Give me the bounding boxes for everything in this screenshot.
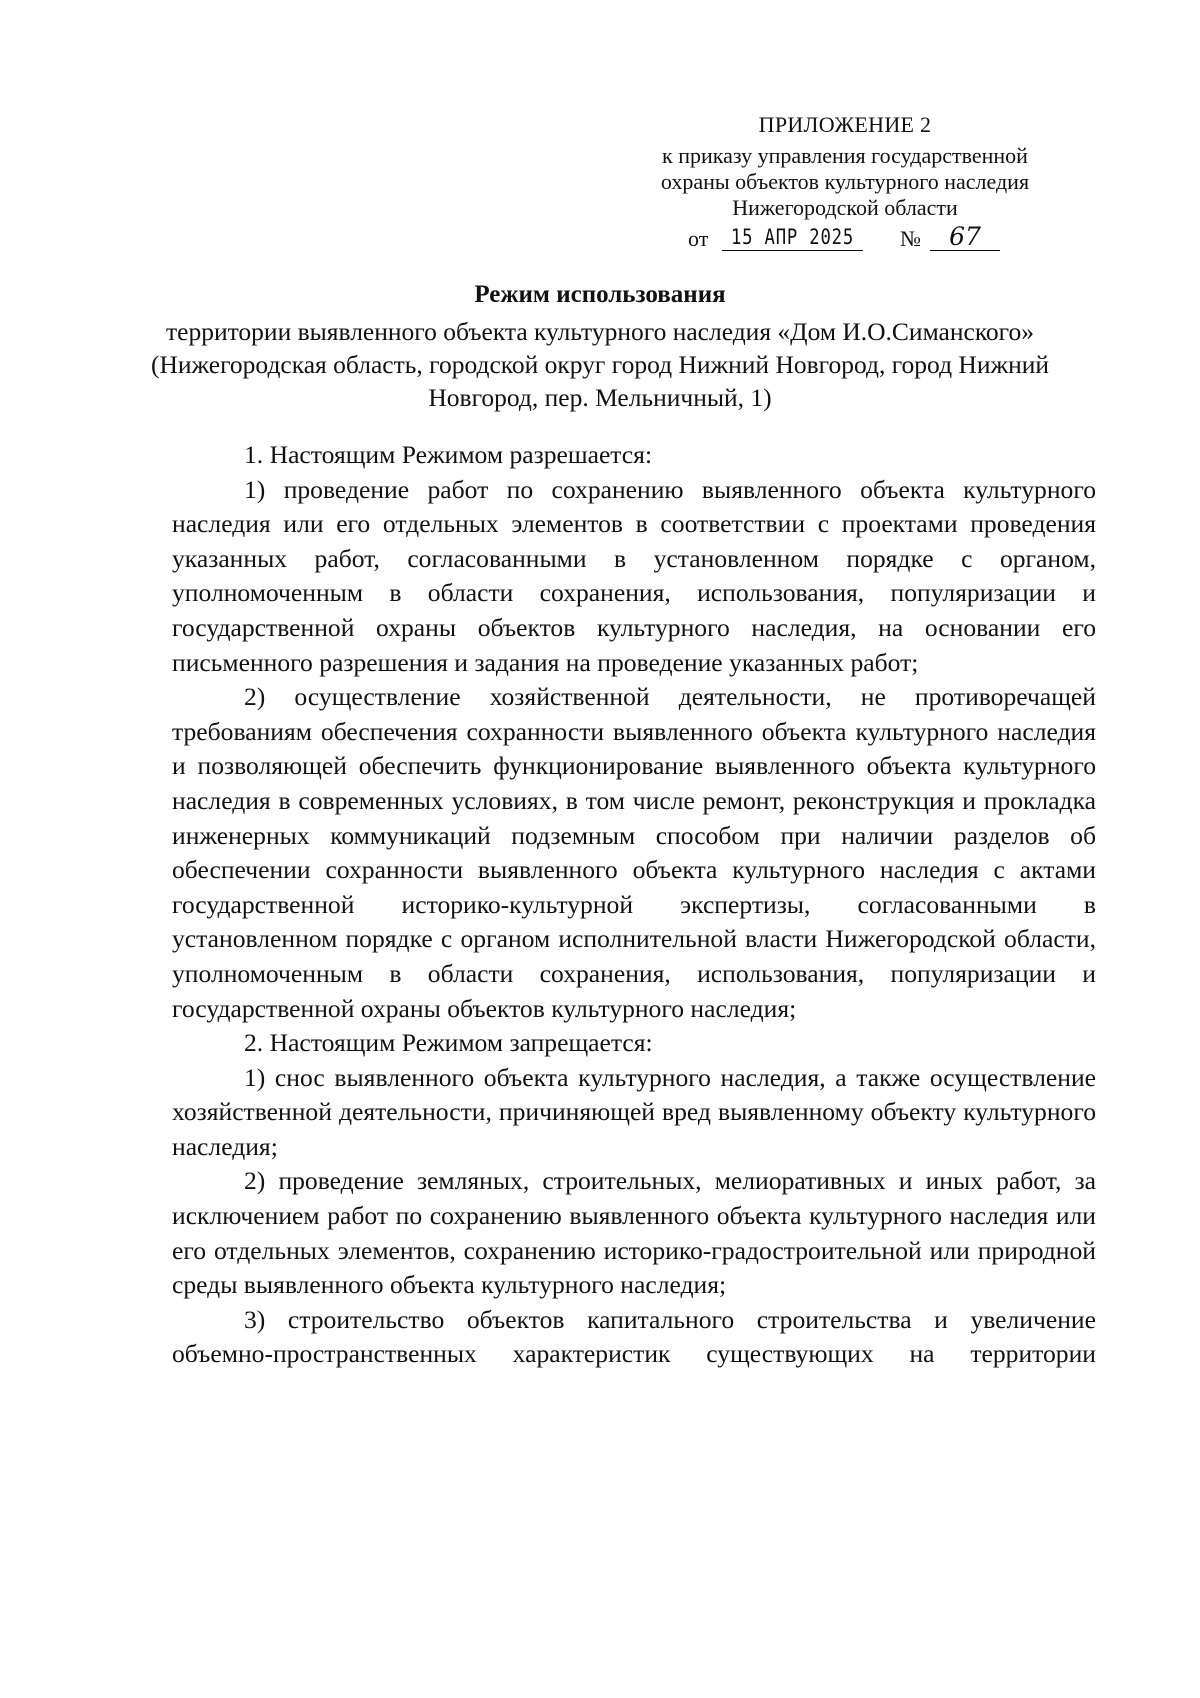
document-title: Режим использования (474, 281, 726, 308)
number-label: № (900, 226, 921, 251)
document-subtitle: территории выявленного объекта культурного наследия «Дом И.О.Симанского» (Нижегородская область, городской округ город Нижний Новгород, город Нижний Новгород, пер. Мельничный, 1) (150, 317, 1050, 412)
order-date-stamp: 15 АПР 2025 (722, 222, 863, 251)
prohibited-item-3: 3) строительство объектов капитального строительства и увеличение объемно-пространственных характеристик существующих на территории (172, 1304, 1096, 1369)
order-date-number-row (688, 222, 1108, 256)
appendix-line-1: к приказу управления государственной (662, 143, 1028, 168)
allowed-item-1: 1) проведение работ по сохранению выявленного объекта культурного наследия или его отдельных элементов в соответствии с проектами проведения указанных работ, согласованными в установленном порядке с органом, уполномоченным в области сохранения, использования, популяризации и государственной охраны объектов культурного наследия, на основании его письменного разрешения и задания на проведение указанных работ; (172, 474, 1096, 677)
appendix-title: ПРИЛОЖЕНИЕ 2 (758, 112, 932, 137)
document-title-block (150, 280, 1050, 414)
prohibited-item-1: 1) снос выявленного объекта культурного наследия, а также осуществление хозяйственной деятельности, причиняющей вред выявленному объекту культурного наследия; (172, 1062, 1096, 1161)
prohibited-item-2: 2) проведение земляных, строительных, мелиоративных и иных работ, за исключением работ по сохранению выявленного объекта культурного наследия или его отдельных элементов, сохранению историко-градостроительной или природной среды выявленного объекта культурного наследия; (172, 1166, 1096, 1300)
document-body (172, 438, 1096, 1372)
appendix-line-3: Нижегородской области (732, 195, 958, 220)
allowed-item-2: 2) осуществление хозяйственной деятельности, не противоречащей требованиям обеспечения сохранности выявленного объекта культурного наследия и позволяющей обеспечить функционирование выявленного объекта культурного наследия в современных условиях, в том числе ремонт, реконструкция и прокладка инженерных коммуникаций подземным способом при наличии разделов об обеспечении сохранности выявленного объекта культурного наследия с актами государственной историко-культурной экспертизы, согласованными в установленном порядке с органом исполнительной власти Нижегородской области, уполномоченным в области сохранения, использования, популяризации и государственной охраны объектов культурного наследия; (172, 682, 1096, 1023)
from-label: от (688, 226, 709, 251)
section-heading-allowed: 1. Настоящим Режимом разрешается: (244, 440, 653, 469)
appendix-line-2: охраны объектов культурного наследия (660, 169, 1030, 194)
section-heading-prohibited: 2. Настоящим Режимом запрещается: (244, 1028, 653, 1058)
order-number-handwritten: 67 (930, 222, 1000, 251)
